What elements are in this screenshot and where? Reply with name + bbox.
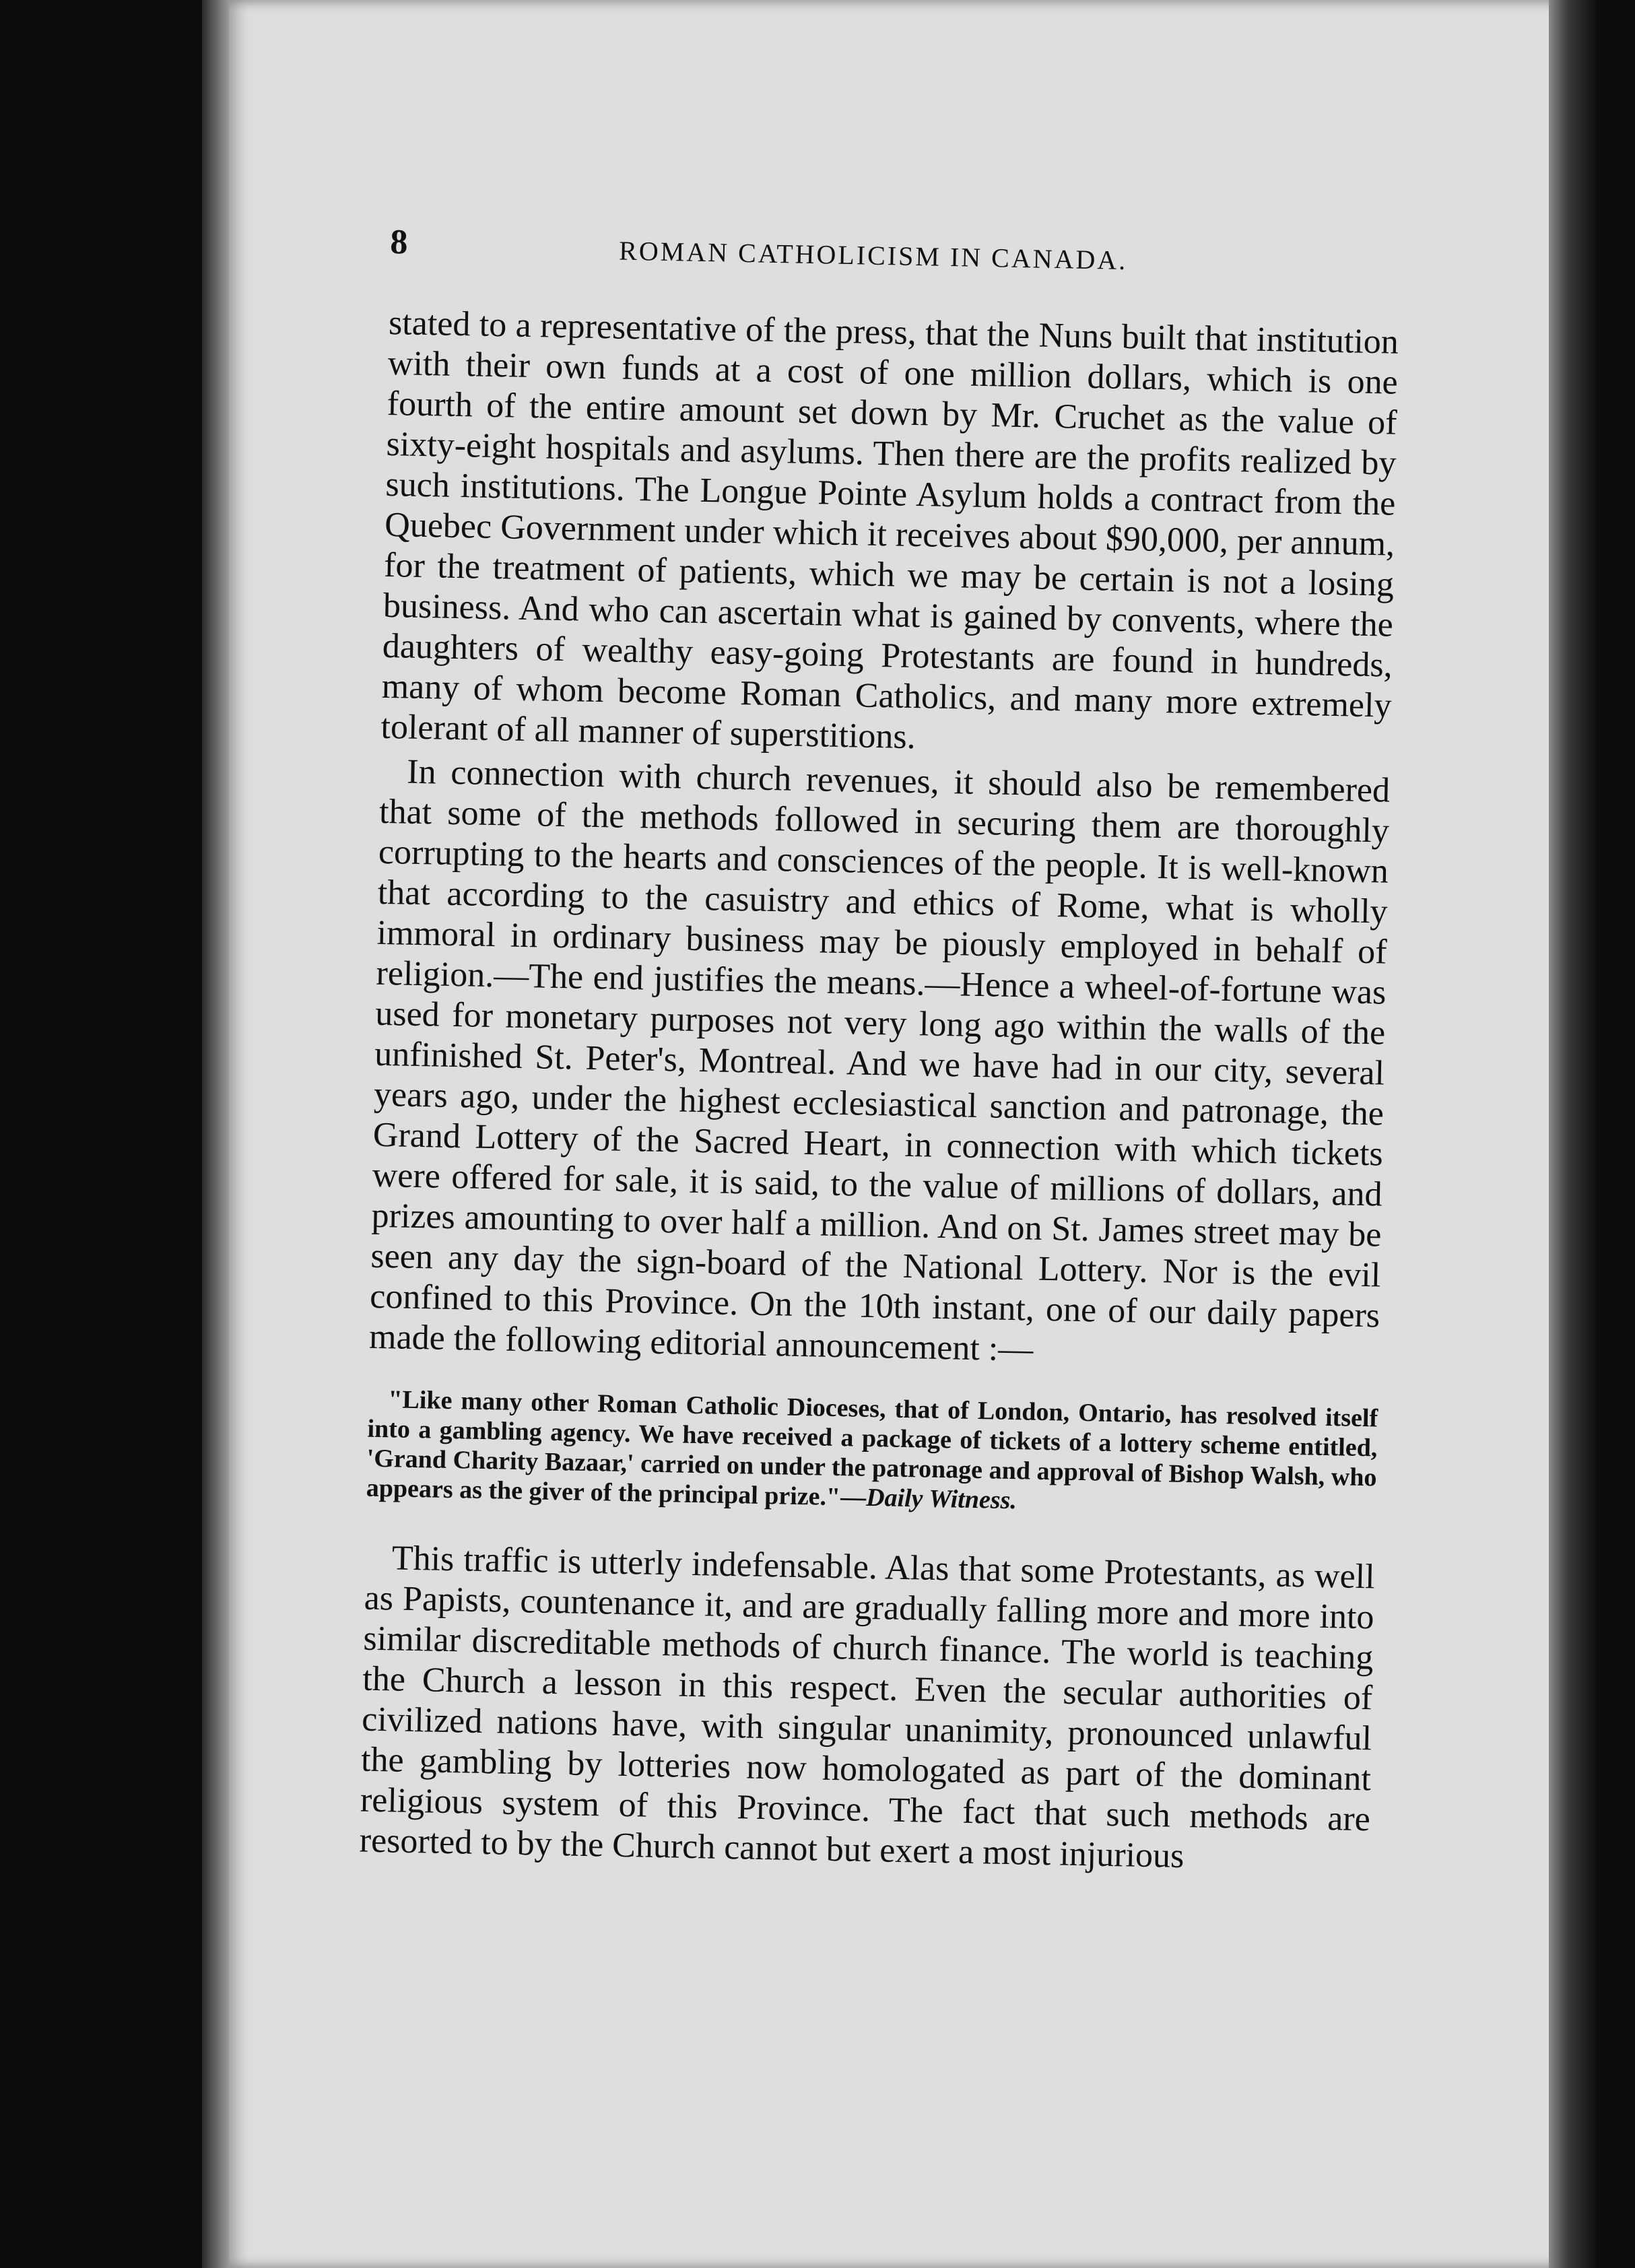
page-text-block <box>359 222 1400 1880</box>
quote-source: Daily Witness. <box>865 1483 1017 1515</box>
block-quote <box>366 1385 1378 1523</box>
quote-text: "Like many other Roman Catholic Dioceses, that of London, Ontario, has resolved itself into a gambling agency. We have received a package of tickets of a lottery scheme entitled, 'Grand Charity Bazaar,' carried on under the patronage and approval of Bishop Walsh, who appears as the giver of the principal prize."— <box>366 1385 1378 1512</box>
page-header <box>389 222 1400 302</box>
running-head: ROMAN CATHOLICISM IN CANADA. <box>618 235 1128 276</box>
book-page <box>229 0 1569 2268</box>
book-binding-edge <box>202 0 229 2268</box>
paragraph-2: In connection with church revenues, it should also be remembered that some of the methods followed in securing them are thoroughly corrupting to the hearts and consciences of the people. It is well-known that according to the casuistry and ethics of Rome, what is wholly immoral in ordinary business may be piously employed in behalf of religion.—The end justifies the means.—Hence a wheel-of-fortune was used for monetary purposes not very long ago within the walls of the unfinished St. Peter's, Montreal. And we have had in our city, several years ago, under the highest ecclesiastical sanction and patronage, the Grand Lottery of the Sacred Heart, in connection with which tickets were offered for sale, it is said, to the value of millions of dollars, and prizes amounting to over half a million. And on St. James street may be seen any day the sign-board of the National Lottery. Nor is the evil confined to this Province. On the 10th instant, one of our daily papers made the following editorial announcement :— <box>368 752 1391 1369</box>
page-number: 8 <box>389 222 408 262</box>
paragraph-3: This traffic is utterly indefensable. Alas that some Protestants, as well as Papists, countenance it, and are gradually falling more and more into similar discreditable methods of church finance. The world is teaching the Church a lesson in this respect. Even the secular authorities of civilized nations have, with singular unanimity, pronounced unlawful the gambling by lotteries now homologated as part of the dominant religious system of this Province. The fact that such methods are resorted to by the Church cannot but exert a most injurious <box>359 1539 1376 1876</box>
book-fore-edge <box>1549 0 1596 2268</box>
paragraph-1: stated to a representative of the press, that the Nuns built that institution with their own funds at a cost of one million dollars, which is one fourth of the entire amount set down by Mr. Cruchet as the value of sixty-eight hospitals and asylums. Then there are the profits realized by such institutions. The Longue Pointe Asylum holds a contract from the Quebec Government under which it receives about $90,000, per annum, for the treatment of patients, which we may be certain is not a losing business. And who can ascertain what is gained by convents, where the daughters of wealthy easy-going Protestants are found in hundreds, many of whom become Roman Catholics, and many more extremely tolerant of all manner of superstitions. <box>380 303 1399 757</box>
